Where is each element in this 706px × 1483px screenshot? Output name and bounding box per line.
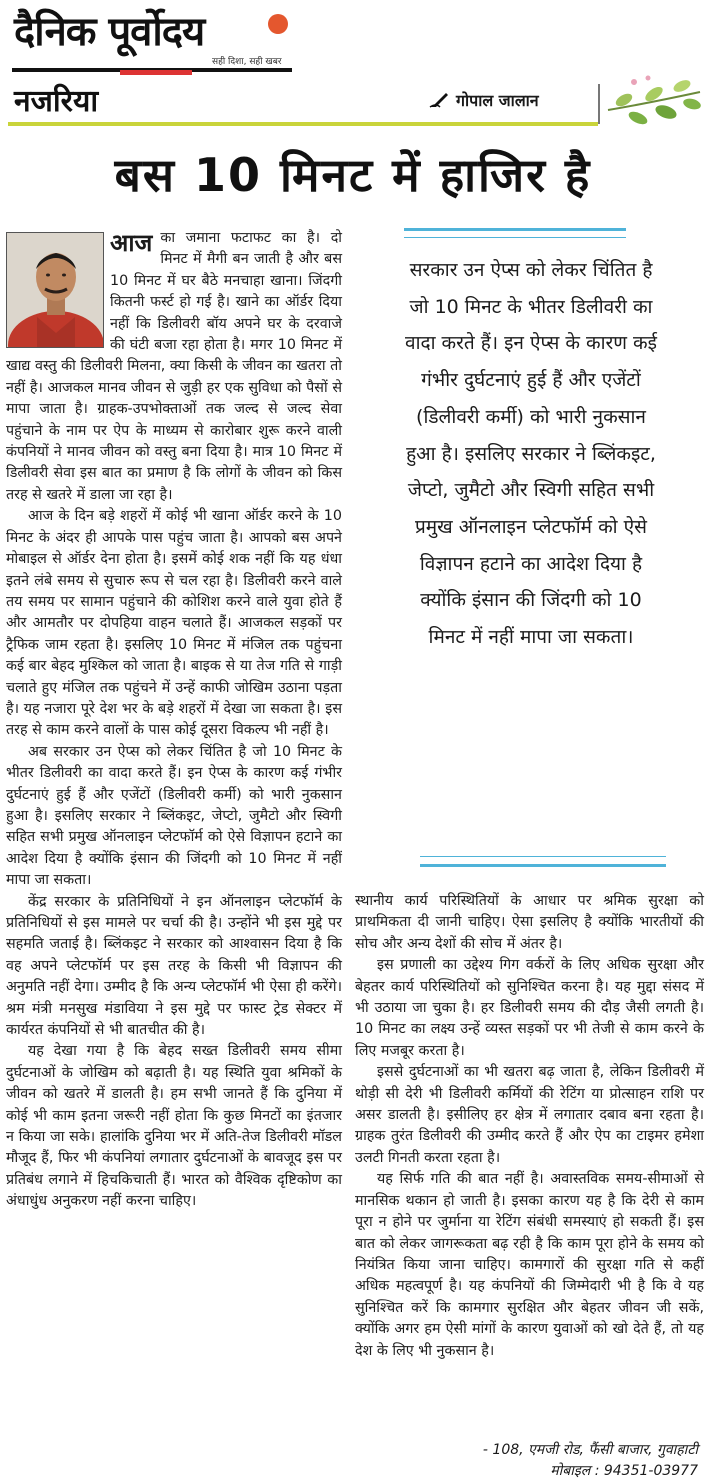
article-paragraph: केंद्र सरकार के प्रतिनिधियों ने इन ऑनलाइन प्लेटफॉर्म के प्रतिनिधियों से इस मामले पर चर्चा की है। उन्होंने भी इस मुद्दे पर सहमति जताई है। ब्लिंकइट ने सरकार को आश्वासन दिया है कि वह अपने प्लेटफॉर्म पर इस तरह के किसी भी विज्ञापन की अनुमति नहीं देगा। उम्मीद है कि अन्य प्लेटफॉर्म भी ऐसा ही करेंगे। श्रम मंत्री मनसुख मंडाविया ने इस मुद्दे पर फास्ट ट्रेड सेक्टर में कार्यरत कंपनियों से भी बातचीत की है। [6,893,342,1039]
author-divider [598,84,600,124]
author-address: - 108, एमजी रोड, फैंसी बाजार, गुवाहाटी [482,1442,698,1458]
section-label: नजरिया [14,84,99,119]
author-byline [428,84,539,116]
pullquote-rule-bottom [420,864,666,867]
pullquote-rule-bottom-thin [420,856,666,857]
pullquote-rule-top-thin [404,237,626,238]
pullquote-rule-top [404,228,626,231]
headline: बस 10 मिनट में हाजिर है [114,148,592,202]
pullquote: सरकार उन ऐप्स को लेकर चिंतित है जो 10 मिनट के भीतर डिलीवरी का वादा करते हैं। इन ऐप्स के कारण कई गंभीर दुर्घटनाएं हुई हैं और एजेंटों (डिलीवरी कर्मी) को भारी नुकसान हुआ है। इसलिए सरकार ने ब्लिंकइट, जेप्टो, जुमैटो और स्विगी सहित सभी प्रमुख ऑनलाइन प्लेटफॉर्म को ऐसे विज्ञापन हटाने का आदेश दिया है क्योंकि इंसान की जिंदगी को 10 मिनट में नहीं मापा जा सकता। [405,259,657,649]
article-column-right [355,891,704,1362]
section-rule [8,122,598,126]
article-paragraph: स्थानीय कार्य परिस्थितियों के आधार पर श्रमिक सुरक्षा को प्राथमिकता दी जानी चाहिए। ऐसा इसलिए है क्योंकि भारतीयों की सोच और अन्य देशों की सोच में अंतर है। [355,893,704,952]
article-paragraph: इससे दुर्घटनाओं का भी खतरा बढ़ जाता है, लेकिन डिलीवरी में थोड़ी सी देरी भी डिलीवरी कर्मियों की रेटिंग या प्रोत्साहन राशि पर असर डालती है। इसीलिए हर क्षेत्र में लगातार दबाव बना रहता है। ग्राहक तुरंत डिलीवरी की उम्मीद करते हैं और ऐप का टाइमर हमेशा उलटी गिनती करता रहता है। [355,1064,704,1166]
masthead-subline [120,70,192,75]
article-paragraph: यह सिर्फ गति की बात नहीं है। अवास्तविक समय-सीमाओं से मानसिक थकान हो जाती है। इसका कारण यह है कि देरी से काम पूरा न होने पर जुर्माना या रेटिंग संबंधी समस्याएं हो सकती हैं। इस बात को लेकर जागरूकता बढ़ रही है कि काम पूरा होने के समय को नियंत्रित किया जाना चाहिए। कामगारों की सुरक्षा गति से कहीं अधिक महत्वपूर्ण है। यह कंपनियों की जिम्मेदारी भी है कि वे यह सुनिश्चित करें कि कामगार सुरक्षित और बेहतर जीवन जी सकें, क्योंकि अगर हम ऐसी मांगों के कारण युवाओं को खो देते हैं, तो यह देश के लिए भी नुकसान है। [355,1171,704,1359]
author-signature [483,1440,698,1482]
article-paragraph: इस प्रणाली का उद्देश्य गिग वर्करों के लिए अधिक सुरक्षा और बेहतर कार्य परिस्थितियों को सुनिश्चित करना है। यह मुद्दा संसद में भी उठाया जा चुका है। हर डिलीवरी समय की दौड़ जैसी लगती है। 10 मिनट का लक्ष्य उन्हें व्यस्त सड़कों पर भी तेजी से काम करने के लिए मजबूर करता है। [355,957,704,1059]
masthead-title: दैनिक पूर्वोदय [14,8,205,55]
drop-word: आज [110,229,153,257]
author-name: गोपाल जालान [456,91,539,110]
article-paragraph: यह देखा गया है कि बेहद सख्त डिलीवरी समय सीमा दुर्घटनाओं के जोखिम को बढ़ाती है। यह स्थिति युवा श्रमिकों के जीवन को खतरे में डालती है। हम सभी जानते हैं कि दुनिया में कोई भी काम इतना जरूरी नहीं होता कि कुछ मिनटों का इंतजार न किया जा सके। हालांकि दुनिया भर में अति-तेज डिलीवरी मॉडल मौजूद हैं, फिर भी कंपनियां लगातार दुर्घटनाओं के बावजूद इस पर प्रतिबंध लगाने में हिचकिचाती हैं। भारत को वैश्विक दृष्टिकोण का अंधाधुंध अनुकरण नहीं करना चाहिए। [6,1043,342,1210]
article-paragraph: आज के दिन बड़े शहरों में कोई भी खाना ऑर्डर करने के 10 मिनट के अंदर ही आपके पास पहुंच जाता है। आपको बस अपने मोबाइल से ऑर्डर देना होता है। इसमें कोई शक नहीं कि यह धंधा इतने लंबे समय से सुचारु रूप से चल रहा है। डिलीवरी करने वाले तय समय पर सामान पहुंचाने की कोशिश करने वाले युवा होते हैं और आमतौर पर दोपहिया वाहन चलाते हैं। आजकल सड़कों पर ट्रैफिक जाम रहता है। इसलिए 10 मिनट में मंजिल तक पहुंचना कई बार बेहद मुश्किल को जाता है। बाइक से या तेज गति से गाड़ी चलाते हुए मंजिल तक पहुंचने में उन्हें काफी जोखिम उठाना पड़ता है। यह नजारा पूरे देश भर के बड़े शहरों में देखा जा सकता है। इस तरह से काम करने वालों के पास कोई दूसरा विकल्प भी नहीं है। [6,508,342,739]
article-paragraph: आज का जमाना फटाफट का है। दो मिनट में मैगी बन जाती है और बस 10 मिनट में घर बैठे मनचाहा खाना। जिंदगी कितनी फर्स्ट हो गई है। खाने का ऑर्डर दिया नहीं कि डिलीवरी बॉय अपने घर के दरवाजे की घंटी बजा रहा होता है। मगर 10 मिनट में खाद्य वस्तु की डिलीवरी मिलना, क्या किसी के जीवन का खतरा तो नहीं है। आजकल मानव जीवन से जुड़ी हर एक सुविधा को पैसों से मापा जाता है। ग्राहक-उपभोक्ताओं तक जल्द से जल्द सेवा पहुंचाने के नाम पर ऐप के माध्यम से कारोबार शुरू करने वाली कंपनियों ने मानव जीवन को वस्तु बना दिया है। मात्र 10 मिनट में डिलीवरी सेवा इस बात का प्रमाण है कि लोगों के जीवन को किस तरह से खतरे में डाला जा रहा है। [6,229,342,503]
sunrise-logo-icon [268,14,288,34]
author-mobile: मोबाइल : 94351-03977 [550,1463,698,1479]
masthead-tagline: सही दिशा, सही खबर [212,57,282,67]
article-paragraph: अब सरकार उन ऐप्स को लेकर चिंतित है जो 10 मिनट के भीतर डिलीवरी का वादा करते हैं। इन ऐप्स के कारण कई गंभीर दुर्घटनाएं हुई हैं और एजेंटों (डिलीवरी कर्मी) को भारी नुकसान हुआ है। इसलिए सरकार ने ब्लिंकइट, जेप्टो, जुमैटो और स्विगी सहित सभी प्रमुख ऑनलाइन प्लेटफॉर्म को ऐसे विज्ञापन हटाने का आदेश दिया है क्योंकि इंसान की जिंदगी को 10 मिनट में नहीं मापा जा सकता। [6,743,342,889]
masthead [12,4,292,72]
leaf-branch-icon [604,70,704,134]
article-column-left [6,228,342,1213]
pen-icon [428,91,450,109]
